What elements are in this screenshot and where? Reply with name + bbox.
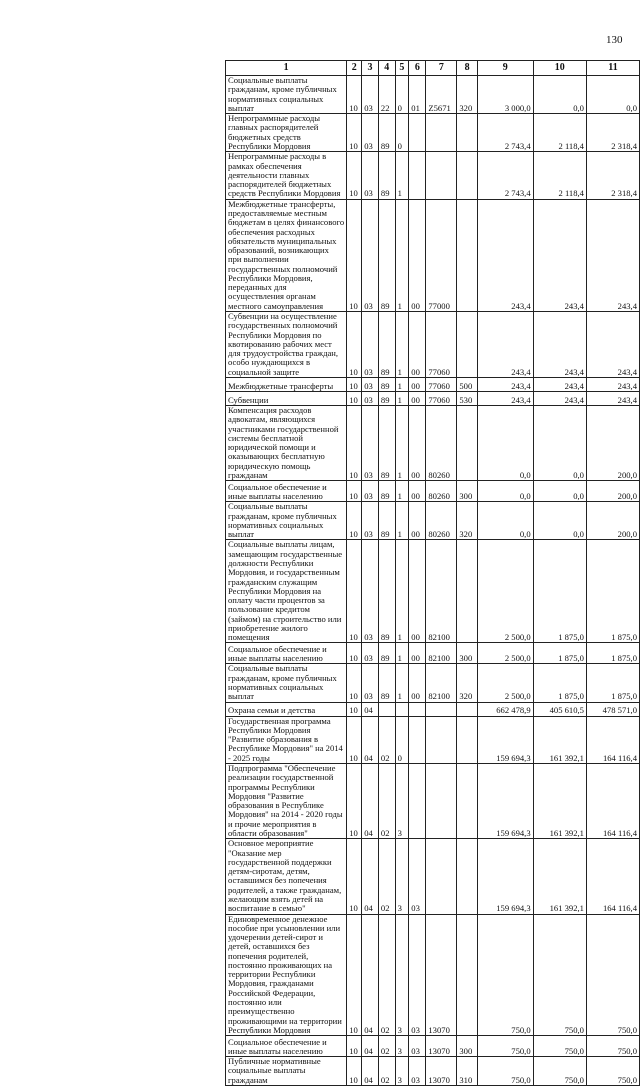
amount-year2-cell: 243,4 [533, 312, 586, 378]
direction-code-cell [426, 152, 457, 199]
program-code-cell: 89 [378, 199, 395, 311]
expense-type-cell: 300 [457, 481, 477, 502]
amount-year3-cell: 1 875,0 [586, 540, 639, 643]
activity-code-cell: 01 [409, 76, 426, 114]
amount-year1-cell: 159 694,3 [477, 716, 533, 763]
section-code-cell: 10 [347, 152, 362, 199]
amount-year2-cell: 0,0 [533, 76, 586, 114]
direction-code-cell: Z5671 [426, 76, 457, 114]
row-name-cell: Публичные нормативные социальные выплаты гражданам [226, 1057, 347, 1086]
amount-year1-cell: 750,0 [477, 1036, 533, 1057]
table-row [226, 914, 640, 1036]
amount-year2-cell: 2 118,4 [533, 114, 586, 152]
section-code-cell: 10 [347, 1057, 362, 1086]
row-name-cell: Социальное обеспечение и иные выплаты населению [226, 481, 347, 502]
subprogram-code-cell: 1 [395, 664, 409, 702]
amount-year1-cell: 0,0 [477, 406, 533, 481]
program-code-cell: 89 [378, 378, 395, 392]
table-row [226, 839, 640, 914]
amount-year1-cell: 750,0 [477, 914, 533, 1036]
expense-type-cell: 300 [457, 643, 477, 664]
amount-year2-cell: 243,4 [533, 392, 586, 406]
expense-type-cell: 310 [457, 1057, 477, 1086]
amount-year1-cell: 0,0 [477, 502, 533, 540]
amount-year3-cell: 478 571,0 [586, 702, 639, 716]
subsection-code-cell: 03 [362, 481, 379, 502]
row-name-cell: Компенсация расходов адвокатам, являющихся участниками государственной системы бесплатной юридической помощи и оказывающих бесплатную юридическую помощь гражданам [226, 406, 347, 481]
row-name-cell: Социальные выплаты гражданам, кроме публичных нормативных социальных выплат [226, 664, 347, 702]
subprogram-code-cell: 3 [395, 1036, 409, 1057]
table-row [226, 702, 640, 716]
table-row [226, 76, 640, 114]
amount-year3-cell: 243,4 [586, 378, 639, 392]
expense-type-cell: 530 [457, 392, 477, 406]
table-row [226, 481, 640, 502]
amount-year2-cell: 1 875,0 [533, 643, 586, 664]
amount-year3-cell: 200,0 [586, 406, 639, 481]
expense-type-cell: 320 [457, 502, 477, 540]
section-code-cell: 10 [347, 664, 362, 702]
subsection-code-cell: 03 [362, 76, 379, 114]
amount-year1-cell: 2 743,4 [477, 114, 533, 152]
section-code-cell: 10 [347, 114, 362, 152]
subprogram-code-cell: 0 [395, 716, 409, 763]
direction-code-cell: 80260 [426, 481, 457, 502]
column-header: 11 [586, 61, 639, 76]
budget-table [225, 60, 640, 1086]
row-name-cell: Социальное обеспечение и иные выплаты населению [226, 1036, 347, 1057]
subsection-code-cell: 03 [362, 312, 379, 378]
row-name-cell: Единовременное денежное пособие при усыновлении или удочерении детей-сирот и детей, оставшихся без попечения родителей, постоянно проживающих на территории Республики Мордовия, гражданами Российской Федерации, постоянно или преимущественно проживающими на территории Республики Мордовия [226, 914, 347, 1036]
activity-code-cell: 00 [409, 378, 426, 392]
expense-type-cell [457, 540, 477, 643]
amount-year2-cell: 750,0 [533, 914, 586, 1036]
section-code-cell: 10 [347, 716, 362, 763]
amount-year3-cell: 1 875,0 [586, 664, 639, 702]
subsection-code-cell: 04 [362, 716, 379, 763]
column-header: 7 [426, 61, 457, 76]
expense-type-cell: 300 [457, 1036, 477, 1057]
section-code-cell: 10 [347, 643, 362, 664]
amount-year2-cell: 0,0 [533, 481, 586, 502]
amount-year1-cell: 243,4 [477, 199, 533, 311]
section-code-cell: 10 [347, 312, 362, 378]
table-row [226, 764, 640, 839]
direction-code-cell: 82100 [426, 643, 457, 664]
expense-type-cell: 320 [457, 76, 477, 114]
amount-year3-cell: 200,0 [586, 502, 639, 540]
expense-type-cell: 500 [457, 378, 477, 392]
amount-year2-cell: 243,4 [533, 199, 586, 311]
subsection-code-cell: 03 [362, 643, 379, 664]
subprogram-code-cell: 3 [395, 764, 409, 839]
amount-year1-cell: 243,4 [477, 378, 533, 392]
amount-year2-cell: 161 392,1 [533, 716, 586, 763]
row-name-cell: Социальные выплаты гражданам, кроме публичных нормативных социальных выплат [226, 76, 347, 114]
subprogram-code-cell: 1 [395, 392, 409, 406]
column-header: 1 [226, 61, 347, 76]
subsection-code-cell: 03 [362, 378, 379, 392]
subprogram-code-cell: 1 [395, 312, 409, 378]
activity-code-cell [409, 152, 426, 199]
table-row [226, 312, 640, 378]
amount-year3-cell: 750,0 [586, 1036, 639, 1057]
direction-code-cell [426, 839, 457, 914]
section-code-cell: 10 [347, 764, 362, 839]
expense-type-cell [457, 702, 477, 716]
amount-year1-cell: 3 000,0 [477, 76, 533, 114]
amount-year3-cell: 164 116,4 [586, 764, 639, 839]
program-code-cell: 02 [378, 1036, 395, 1057]
amount-year2-cell: 161 392,1 [533, 839, 586, 914]
direction-code-cell: 77060 [426, 312, 457, 378]
row-name-cell: Субвенции [226, 392, 347, 406]
section-code-cell: 10 [347, 702, 362, 716]
amount-year1-cell: 2 743,4 [477, 152, 533, 199]
program-code-cell: 89 [378, 392, 395, 406]
section-code-cell: 10 [347, 1036, 362, 1057]
column-header: 10 [533, 61, 586, 76]
column-header: 5 [395, 61, 409, 76]
column-header: 6 [409, 61, 426, 76]
table-row [226, 114, 640, 152]
direction-code-cell: 77060 [426, 392, 457, 406]
row-name-cell: Социальное обеспечение и иные выплаты населению [226, 643, 347, 664]
table-row [226, 502, 640, 540]
activity-code-cell: 00 [409, 540, 426, 643]
expense-type-cell [457, 716, 477, 763]
column-header: 3 [362, 61, 379, 76]
amount-year1-cell: 750,0 [477, 1057, 533, 1086]
section-code-cell: 10 [347, 406, 362, 481]
subsection-code-cell: 04 [362, 1057, 379, 1086]
amount-year2-cell: 0,0 [533, 502, 586, 540]
amount-year2-cell: 0,0 [533, 406, 586, 481]
activity-code-cell: 00 [409, 392, 426, 406]
program-code-cell: 89 [378, 481, 395, 502]
activity-code-cell [409, 716, 426, 763]
row-name-cell: Государственная программа Республики Мордовия "Развитие образования в Республике Мордовия" на 2014 - 2025 годы [226, 716, 347, 763]
program-code-cell: 89 [378, 502, 395, 540]
activity-code-cell [409, 702, 426, 716]
table-row [226, 378, 640, 392]
direction-code-cell: 82100 [426, 664, 457, 702]
program-code-cell: 89 [378, 643, 395, 664]
expense-type-cell: 320 [457, 664, 477, 702]
amount-year1-cell: 2 500,0 [477, 540, 533, 643]
subsection-code-cell: 03 [362, 540, 379, 643]
amount-year2-cell: 161 392,1 [533, 764, 586, 839]
direction-code-cell: 77000 [426, 199, 457, 311]
subprogram-code-cell: 1 [395, 378, 409, 392]
activity-code-cell: 00 [409, 643, 426, 664]
section-code-cell: 10 [347, 392, 362, 406]
direction-code-cell: 13070 [426, 1057, 457, 1086]
program-code-cell: 02 [378, 716, 395, 763]
program-code-cell: 89 [378, 406, 395, 481]
subsection-code-cell: 03 [362, 199, 379, 311]
program-code-cell: 89 [378, 152, 395, 199]
row-name-cell: Субвенции на осуществление государственных полномочий Республики Мордовия по квотированию рабочих мест для трудоустройства граждан, особо нуждающихся в социальной защите [226, 312, 347, 378]
expense-type-cell [457, 199, 477, 311]
amount-year3-cell: 243,4 [586, 312, 639, 378]
page-number: 130 [606, 34, 623, 46]
table-row [226, 392, 640, 406]
section-code-cell: 10 [347, 914, 362, 1036]
direction-code-cell: 13070 [426, 914, 457, 1036]
amount-year1-cell: 159 694,3 [477, 839, 533, 914]
direction-code-cell [426, 702, 457, 716]
subprogram-code-cell: 1 [395, 540, 409, 643]
amount-year1-cell: 159 694,3 [477, 764, 533, 839]
amount-year1-cell: 2 500,0 [477, 643, 533, 664]
amount-year1-cell: 243,4 [477, 392, 533, 406]
program-code-cell: 02 [378, 1057, 395, 1086]
program-code-cell: 89 [378, 114, 395, 152]
subprogram-code-cell: 1 [395, 502, 409, 540]
subsection-code-cell: 04 [362, 764, 379, 839]
direction-code-cell: 77060 [426, 378, 457, 392]
section-code-cell: 10 [347, 199, 362, 311]
amount-year1-cell: 662 478,9 [477, 702, 533, 716]
direction-code-cell [426, 114, 457, 152]
expense-type-cell [457, 914, 477, 1036]
subprogram-code-cell [395, 702, 409, 716]
row-name-cell: Межбюджетные трансферты [226, 378, 347, 392]
amount-year2-cell: 405 610,5 [533, 702, 586, 716]
amount-year1-cell: 2 500,0 [477, 664, 533, 702]
subprogram-code-cell: 1 [395, 152, 409, 199]
table-row [226, 664, 640, 702]
amount-year3-cell: 750,0 [586, 914, 639, 1036]
row-name-cell: Социальные выплаты лицам, замещающим государственные должности Республики Мордовия, и государственным гражданским служащим Республики Мордовия на оплату части процентов за пользование кредитом (займом) на строительство или приобретение жилого помещения [226, 540, 347, 643]
amount-year3-cell: 243,4 [586, 392, 639, 406]
subsection-code-cell: 03 [362, 392, 379, 406]
amount-year2-cell: 2 118,4 [533, 152, 586, 199]
subprogram-code-cell: 1 [395, 481, 409, 502]
activity-code-cell: 00 [409, 406, 426, 481]
subsection-code-cell: 04 [362, 839, 379, 914]
table-header-row [226, 61, 640, 76]
subsection-code-cell: 04 [362, 914, 379, 1036]
program-code-cell: 22 [378, 76, 395, 114]
column-header: 2 [347, 61, 362, 76]
section-code-cell: 10 [347, 481, 362, 502]
activity-code-cell [409, 114, 426, 152]
subsection-code-cell: 04 [362, 1036, 379, 1057]
activity-code-cell: 03 [409, 1036, 426, 1057]
row-name-cell: Социальные выплаты гражданам, кроме публичных нормативных социальных выплат [226, 502, 347, 540]
program-code-cell: 02 [378, 764, 395, 839]
expense-type-cell [457, 839, 477, 914]
program-code-cell: 89 [378, 664, 395, 702]
amount-year2-cell: 1 875,0 [533, 540, 586, 643]
activity-code-cell: 00 [409, 199, 426, 311]
amount-year1-cell: 243,4 [477, 312, 533, 378]
table-row [226, 152, 640, 199]
subprogram-code-cell: 0 [395, 114, 409, 152]
row-name-cell: Непрограммные расходы в рамках обеспечения деятельности главных распорядителей бюджетных средств Республики Мордовия [226, 152, 347, 199]
section-code-cell: 10 [347, 502, 362, 540]
table-row [226, 199, 640, 311]
amount-year3-cell: 1 875,0 [586, 643, 639, 664]
table-row [226, 1057, 640, 1086]
subsection-code-cell: 03 [362, 152, 379, 199]
row-name-cell: Охрана семьи и детства [226, 702, 347, 716]
section-code-cell: 10 [347, 378, 362, 392]
column-header: 4 [378, 61, 395, 76]
table-row [226, 406, 640, 481]
subsection-code-cell: 03 [362, 502, 379, 540]
activity-code-cell: 00 [409, 481, 426, 502]
subprogram-code-cell: 3 [395, 839, 409, 914]
program-code-cell: 89 [378, 312, 395, 378]
subprogram-code-cell: 1 [395, 643, 409, 664]
amount-year2-cell: 750,0 [533, 1036, 586, 1057]
table-row [226, 716, 640, 763]
subprogram-code-cell: 0 [395, 76, 409, 114]
activity-code-cell: 00 [409, 664, 426, 702]
direction-code-cell: 13070 [426, 1036, 457, 1057]
expense-type-cell [457, 152, 477, 199]
row-name-cell: Подпрограмма "Обеспечение реализации государственной программы Республики Мордовия "Развитие образования в Республике Мордовия" на 2014 - 2020 годы и прочие мероприятия в области образования" [226, 764, 347, 839]
subprogram-code-cell: 3 [395, 1057, 409, 1086]
amount-year3-cell: 2 318,4 [586, 152, 639, 199]
direction-code-cell: 80260 [426, 502, 457, 540]
expense-type-cell [457, 764, 477, 839]
subprogram-code-cell: 1 [395, 199, 409, 311]
subsection-code-cell: 03 [362, 406, 379, 481]
activity-code-cell: 00 [409, 502, 426, 540]
amount-year1-cell: 0,0 [477, 481, 533, 502]
amount-year3-cell: 750,0 [586, 1057, 639, 1086]
expense-type-cell [457, 114, 477, 152]
column-header: 9 [477, 61, 533, 76]
section-code-cell: 10 [347, 76, 362, 114]
table-row [226, 1036, 640, 1057]
activity-code-cell: 03 [409, 839, 426, 914]
direction-code-cell [426, 716, 457, 763]
subprogram-code-cell: 3 [395, 914, 409, 1036]
amount-year2-cell: 243,4 [533, 378, 586, 392]
expense-type-cell [457, 406, 477, 481]
program-code-cell: 89 [378, 540, 395, 643]
amount-year3-cell: 0,0 [586, 76, 639, 114]
amount-year2-cell: 1 875,0 [533, 664, 586, 702]
activity-code-cell: 03 [409, 914, 426, 1036]
column-header: 8 [457, 61, 477, 76]
section-code-cell: 10 [347, 540, 362, 643]
amount-year2-cell: 750,0 [533, 1057, 586, 1086]
direction-code-cell: 82100 [426, 540, 457, 643]
subsection-code-cell: 03 [362, 114, 379, 152]
subsection-code-cell: 04 [362, 702, 379, 716]
direction-code-cell: 80260 [426, 406, 457, 481]
subprogram-code-cell: 1 [395, 406, 409, 481]
activity-code-cell: 03 [409, 1057, 426, 1086]
program-code-cell: 02 [378, 839, 395, 914]
activity-code-cell: 00 [409, 312, 426, 378]
amount-year3-cell: 200,0 [586, 481, 639, 502]
row-name-cell: Основное мероприятие "Оказание мер государственной поддержки детям-сиротам, детям, оставшимся без попечения родителей, а также гражданам, желающим взять детей на воспитание в семью" [226, 839, 347, 914]
direction-code-cell [426, 764, 457, 839]
program-code-cell: 02 [378, 914, 395, 1036]
program-code-cell [378, 702, 395, 716]
row-name-cell: Межбюджетные трансферты, предоставляемые местным бюджетам в целях финансового обеспечения расходных обязательств муниципальных образований, возникающих при выполнении государственных полномочий Республики Мордовия, переданных для осуществления органам местного самоуправления [226, 199, 347, 311]
activity-code-cell [409, 764, 426, 839]
amount-year3-cell: 164 116,4 [586, 716, 639, 763]
amount-year3-cell: 2 318,4 [586, 114, 639, 152]
amount-year3-cell: 243,4 [586, 199, 639, 311]
table-row [226, 540, 640, 643]
table-row [226, 643, 640, 664]
section-code-cell: 10 [347, 839, 362, 914]
row-name-cell: Непрограммные расходы главных распорядителей бюджетных средств Республики Мордовия [226, 114, 347, 152]
amount-year3-cell: 164 116,4 [586, 839, 639, 914]
subsection-code-cell: 03 [362, 664, 379, 702]
expense-type-cell [457, 312, 477, 378]
